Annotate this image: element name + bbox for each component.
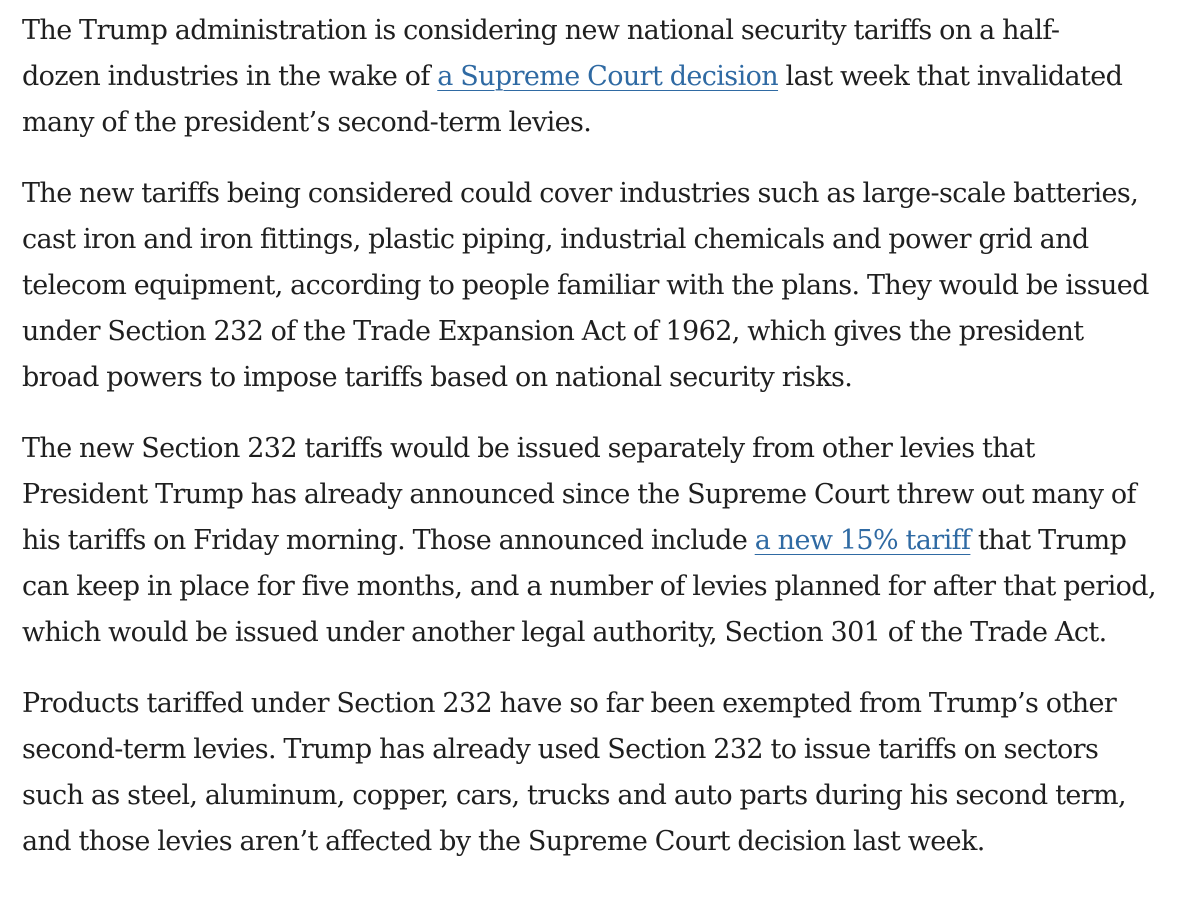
text-line [22,54,1198,100]
text-run: last week that invalidated [778,61,1123,92]
text-run: President Trump has already announced since the Supreme Court threw out many of [22,479,1136,510]
text-run: The new Section 232 tariffs would be issued separately from other levies that [22,433,1035,464]
text-line [22,100,1198,146]
article-body [22,8,1198,890]
inline-link[interactable]: a new 15% tariff [754,525,971,556]
article-paragraph [22,426,1198,656]
text-line [22,472,1198,518]
text-line [22,681,1198,727]
article-paragraph [22,8,1198,146]
text-run: his tariffs on Friday morning. Those announced include [22,525,755,556]
text-run: and those levies aren’t affected by the Supreme Court decision last week. [22,826,985,857]
text-line [22,773,1198,819]
text-run: such as steel, aluminum, copper, cars, trucks and auto parts during his second term, [22,780,1127,811]
text-run: cast iron and iron fittings, plastic piping, industrial chemicals and power grid and [22,224,1089,255]
text-line [22,263,1198,309]
text-run: telecom equipment, according to people familiar with the plans. They would be issued [22,270,1149,301]
text-line [22,727,1198,773]
text-line [22,819,1198,865]
text-line [22,355,1198,401]
article-paragraph [22,171,1198,401]
text-line [22,610,1198,656]
text-line [22,309,1198,355]
text-line [22,518,1198,564]
text-line [22,8,1198,54]
text-run: dozen industries in the wake of [22,61,438,92]
text-run: which would be issued under another legal authority, Section 301 of the Trade Act. [22,617,1107,648]
text-run: can keep in place for five months, and a number of levies planned for after that period, [22,571,1156,602]
text-line [22,426,1198,472]
text-run: that Trump [970,525,1127,556]
article-paragraph [22,681,1198,865]
text-line [22,171,1198,217]
text-run: Products tariffed under Section 232 have so far been exempted from Trump’s other [22,688,1117,719]
text-run: second-term levies. Trump has already used Section 232 to issue tariffs on sectors [22,734,1099,765]
text-run: The new tariffs being considered could cover industries such as large-scale batteries, [22,178,1139,209]
text-run: many of the president’s second-term levies. [22,107,592,138]
inline-link[interactable]: a Supreme Court decision [437,61,779,92]
text-run: under Section 232 of the Trade Expansion Act of 1962, which gives the president [22,316,1084,347]
text-line [22,217,1198,263]
text-run: The Trump administration is considering new national security tariffs on a half- [22,15,1060,46]
text-line [22,564,1198,610]
text-run: broad powers to impose tariffs based on national security risks. [22,362,853,393]
